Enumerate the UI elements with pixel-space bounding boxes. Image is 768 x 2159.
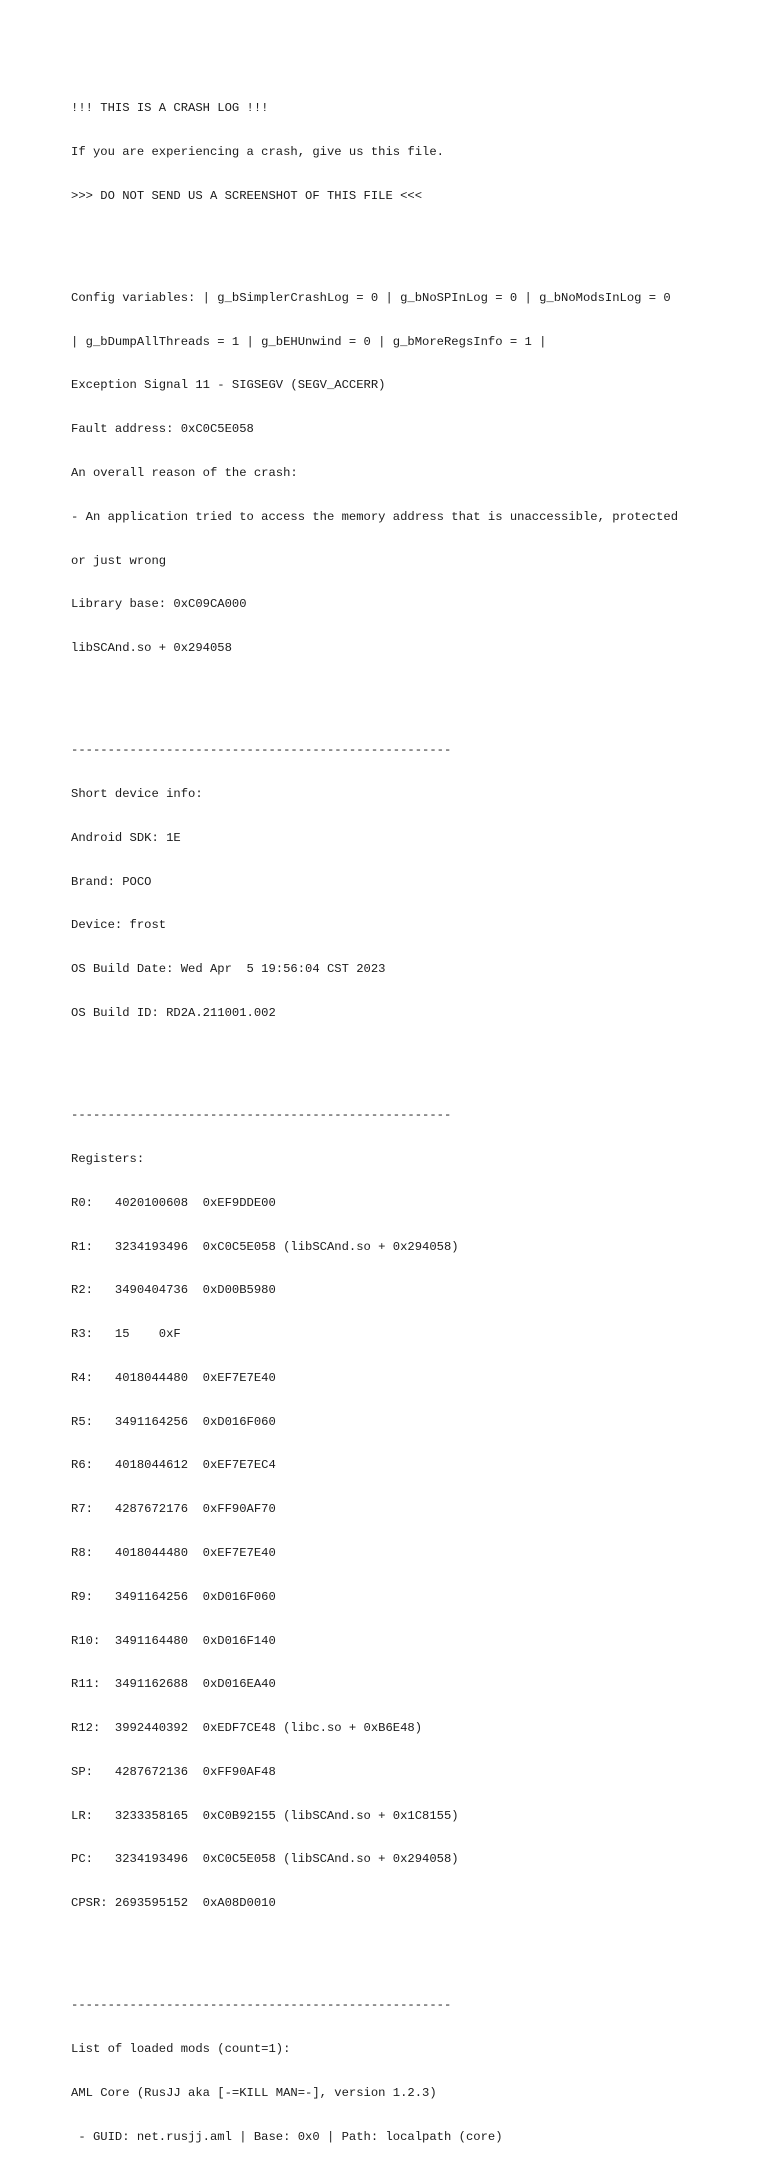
register-row: R10: 3491164480 0xD016F140 xyxy=(71,1633,276,1648)
separator: ---------------------------------------------------- xyxy=(71,1998,452,2013)
register-row: R11: 3491162688 0xD016EA40 xyxy=(71,1677,276,1692)
device-info-heading: Short device info: xyxy=(71,787,203,802)
library-base: Library base: 0xC09CA000 xyxy=(71,597,247,612)
register-row: R3: 15 0xF xyxy=(71,1327,181,1342)
blank-line xyxy=(71,233,751,248)
device-brand: Brand: POCO xyxy=(71,874,152,889)
register-row: R7: 4287672176 0xFF90AF70 xyxy=(71,1502,276,1517)
library-offset: libSCAnd.so + 0x294058 xyxy=(71,641,232,656)
crash-reason-heading: An overall reason of the crash: xyxy=(71,466,298,481)
blank-line xyxy=(71,685,751,700)
mods-heading: List of loaded mods (count=1): xyxy=(71,2042,291,2057)
register-row: PC: 3234193496 0xC0C5E058 (libSCAnd.so + 0x294058) xyxy=(71,1852,459,1867)
exception-signal: Exception Signal 11 - SIGSEGV (SEGV_ACCERR) xyxy=(71,378,386,393)
os-build-id: OS Build ID: RD2A.211001.002 xyxy=(71,1006,276,1020)
register-row: R8: 4018044480 0xEF7E7E40 xyxy=(71,1545,276,1560)
crash-log xyxy=(71,72,751,2159)
os-build-date: OS Build Date: Wed Apr 5 19:56:04 CST 2023 xyxy=(71,962,386,977)
blank-line xyxy=(71,1940,751,1955)
separator: ---------------------------------------------------- xyxy=(71,743,452,758)
register-row: R6: 4018044612 0xEF7E7EC4 xyxy=(71,1458,276,1473)
log-instruction: If you are experiencing a crash, give us this file. xyxy=(71,144,444,159)
register-row: R12: 3992440392 0xEDF7CE48 (libc.so + 0xB6E48) xyxy=(71,1721,423,1736)
crash-reason-line-1: - An application tried to access the memory address that is unaccessible, protected xyxy=(71,509,679,524)
register-row: CPSR: 2693595152 0xA08D0010 xyxy=(71,1896,276,1911)
crash-reason-line-2: or just wrong xyxy=(71,553,167,568)
config-variables-line-2: | g_bDumpAllThreads = 1 | g_bEHUnwind = 0 | g_bMoreRegsInfo = 1 | xyxy=(71,334,547,349)
register-row: R4: 4018044480 0xEF7E7E40 xyxy=(71,1370,276,1385)
log-warning: >>> DO NOT SEND US A SCREENSHOT OF THIS FILE <<< xyxy=(71,188,423,203)
log-title: !!! THIS IS A CRASH LOG !!! xyxy=(71,101,269,116)
registers-heading: Registers: xyxy=(71,1151,145,1166)
device-name: Device: frost xyxy=(71,918,167,933)
register-row: LR: 3233358165 0xC0B92155 (libSCAnd.so + 0x1C8155) xyxy=(71,1808,459,1823)
config-variables-line-1: Config variables: | g_bSimplerCrashLog = 0 | g_bNoSPInLog = 0 | g_bNoModsInLog = 0 xyxy=(71,290,671,305)
register-row: R1: 3234193496 0xC0C5E058 (libSCAnd.so + 0x294058) xyxy=(71,1239,459,1254)
register-row: R0: 4020100608 0xEF9DDE00 xyxy=(71,1195,276,1210)
mod-details: - GUID: net.rusjj.aml | Base: 0x0 | Path: localpath (core) xyxy=(71,2129,503,2144)
register-row: R9: 3491164256 0xD016F060 xyxy=(71,1589,276,1604)
register-row: R5: 3491164256 0xD016F060 xyxy=(71,1414,276,1429)
blank-line xyxy=(71,1050,751,1065)
android-sdk: Android SDK: 1E xyxy=(71,830,181,845)
mod-entry: AML Core (RusJJ aka [-=KILL MAN=-], version 1.2.3) xyxy=(71,2085,437,2100)
fault-address: Fault address: 0xC0C5E058 xyxy=(71,422,254,437)
separator: ---------------------------------------------------- xyxy=(71,1108,452,1123)
register-row: R2: 3490404736 0xD00B5980 xyxy=(71,1283,276,1298)
register-row: SP: 4287672136 0xFF90AF48 xyxy=(71,1764,276,1779)
